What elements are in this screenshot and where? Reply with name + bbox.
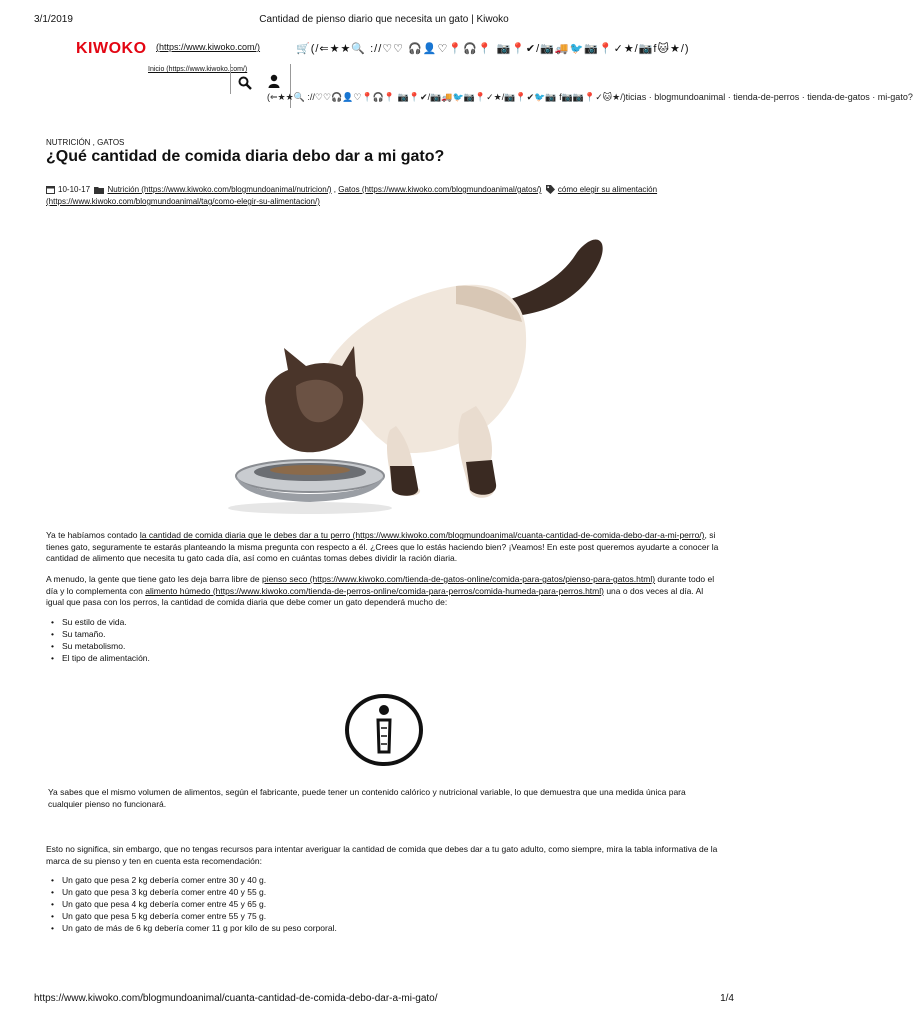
print-header	[34, 14, 734, 25]
paragraph-intro: Ya te habíamos contado la cantidad de comida diaria que le debes dar a tu perro (https://www.kiwoko.com/blogmundoanimal/cuanta-cantidad-de-comida-debo-dar-a-mi-perro/), si tienes gato, seguramente te estarás planteando la misma pregunta con respecto a él. ¿Crees que lo estás haciendo bien? ¡Veamos! En este post queremos ayudarte a conocer la cantidad de alimento que necesita tu gato cada día, así como en cuántas tomas debes dividir la ración diaria.	[46, 530, 719, 563]
print-url: https://www.kiwoko.com/blogmundoanimal/cuanta-cantidad-de-comida-debo-dar-a-mi-gato/	[34, 993, 438, 1004]
tag-link[interactable]: cómo elegir su alimentación	[557, 185, 658, 194]
tag-link-url[interactable]: (https://www.kiwoko.com/blogmundoanimal/tag/como-elegir-su-alimentacion/)	[46, 197, 320, 206]
header-icon-strip-secondary[interactable]: (⇐★★🔍 ://♡♡🎧👤♡📍🎧📍 📷📍✔/📷🚚🐦📷📍✓★/📷📍✔🐦📷 f📷📷📍✓🐱★/)ticias · blogmundoanimal · tienda-de-perros · tienda-de-gatos · mi-gato?	[267, 92, 913, 102]
list-item: • Su tamaño.	[62, 628, 150, 640]
list-item: • Su metabolismo.	[62, 640, 150, 652]
user-icon[interactable]	[268, 74, 280, 88]
list-item: • El tipo de alimentación.	[62, 652, 150, 664]
link-perro-url[interactable]: (https://www.kiwoko.com/blogmundoanimal/cuanta-cantidad-de-comida-debo-dar-a-mi-perro/)	[350, 530, 705, 540]
tag-icon	[546, 185, 555, 194]
category-link-gatos[interactable]: Gatos (https://www.kiwoko.com/blogmundoanimal/gatos/)	[338, 185, 542, 194]
info-icon	[344, 692, 424, 768]
link-alimento-humedo-url[interactable]: (https://www.kiwoko.com/tienda-de-perros-online/comida-para-perros/comida-humeda-para-perros.html)	[210, 585, 604, 596]
breadcrumb-home-link[interactable]: Inicio (https://www.kiwoko.com/)	[148, 66, 248, 73]
paragraph-calories: Ya sabes que el mismo volumen de alimentos, según el fabricante, puede tener un contenido calórico y nutricional variable, lo que demuestra que una medida única para cualquier pienso no funcionará.	[48, 787, 686, 809]
logo-link[interactable]: (https://www.kiwoko.com/)	[156, 42, 261, 52]
kiwoko-logo[interactable]: KIWOKO	[76, 40, 147, 57]
list-item: • Un gato que pesa 2 kg debería comer entre 30 y 40 g.	[62, 874, 337, 886]
list-item: • Un gato de más de 6 kg debería comer 11 g por kilo de su peso corporal.	[62, 922, 337, 934]
print-doc-title: Cantidad de pienso diario que necesita un gato | Kiwoko	[259, 14, 509, 25]
site-header	[60, 36, 913, 106]
factors-list	[62, 616, 150, 664]
cat-eating-image	[226, 226, 608, 520]
print-date: 3/1/2019	[34, 14, 73, 25]
print-page-number: 1/4	[720, 993, 734, 1004]
article-meta: 10-10-17 Nutrición (https://www.kiwoko.com/blogmundoanimal/nutricion/) , Gatos (https://www.kiwoko.com/blogmundoanimal/gatos/) cómo elegir su alimentación (https://www.kiwoko.com/blogmundoanimal/tag/como-elegir-su-alimentacion/)	[46, 185, 658, 206]
list-item: • Un gato que pesa 3 kg debería comer entre 40 y 55 g.	[62, 886, 337, 898]
article-title: ¿Qué cantidad de comida diaria debo dar a mi gato?	[46, 148, 445, 165]
header-divider	[230, 64, 231, 94]
print-footer	[34, 993, 734, 1004]
link-perro-article[interactable]: la cantidad de comida diaria que le debes dar a tu perro	[139, 530, 351, 540]
calendar-icon	[46, 185, 55, 194]
list-item: • Su estilo de vida.	[62, 616, 150, 628]
paragraph-feeding: A menudo, la gente que tiene gato les deja barra libre de pienso seco (https://www.kiwoko.com/tienda-de-gatos-online/comida-para-gatos/pienso-para-gatos.html) durante todo el día y lo complementa con alimento húmedo (https://www.kiwoko.com/tienda-de-perros-online/comida-para-perros/comida-humeda-para-perros.html) una o dos veces al día. Al igual que pasa con los perros, la cantidad de comida diaria que debe comer un gato dependerá mucho de:	[46, 574, 715, 607]
link-alimento-humedo[interactable]: alimento húmedo	[145, 585, 211, 596]
folder-icon	[94, 186, 104, 194]
article-date: 10-10-17	[58, 185, 91, 194]
search-icon[interactable]	[238, 76, 252, 90]
list-item: • Un gato que pesa 5 kg debería comer entre 55 y 75 g.	[62, 910, 337, 922]
list-item: • Un gato que pesa 4 kg debería comer entre 45 y 65 g.	[62, 898, 337, 910]
link-pienso-seco[interactable]: pienso seco	[261, 574, 308, 584]
article-category: NUTRICIÓN , GATOS	[46, 138, 125, 147]
category-link-nutricion[interactable]: Nutrición (https://www.kiwoko.com/blogmundoanimal/nutricion/)	[107, 185, 332, 194]
paragraph-recommendation: Esto no significa, sin embargo, que no tengas recursos para intentar averiguar la cantidad de comida que debes dar a tu gato adulto, como siempre, mira la tabla informativa de la marca de su pienso y ten en cuenta esta recomendación:	[46, 844, 718, 866]
link-pienso-seco-url[interactable]: (https://www.kiwoko.com/tienda-de-gatos-online/comida-para-gatos/pienso-para-gatos.html)	[307, 574, 656, 584]
recommendations-list	[62, 874, 337, 934]
header-icon-strip[interactable]: 🛒(/⇐★★🔍 ://♡♡ 🎧👤♡📍🎧📍 📷📍✔/📷🚚🐦📷📍✓★/📷f🐱★/)	[296, 43, 690, 55]
